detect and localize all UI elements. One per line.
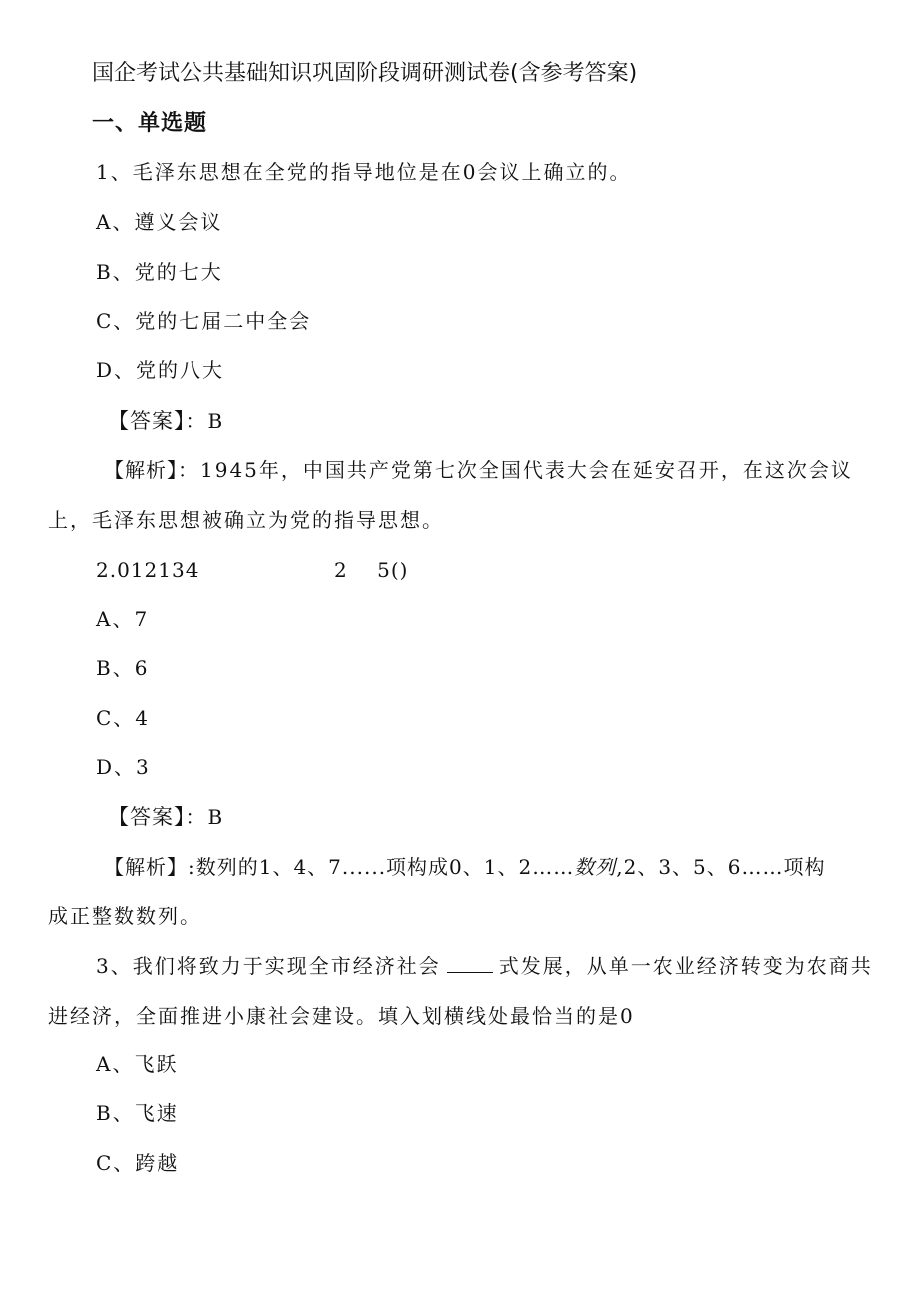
explanation-label: 【解析】 [104,855,188,879]
question-3-option-b: B、飞速 [96,1101,179,1125]
explanation-label: 【解析】 [104,458,178,482]
question-2-answer [108,803,224,831]
question-2-option-d: D、3 [96,755,151,779]
question-2-stem: 2.012134 [96,558,200,582]
explanation-text-tail: ,2、3、5、6……项构 [616,855,826,879]
question-1-option-b: B、党的七大 [96,260,223,284]
fill-in-blank [447,954,493,973]
question-2-option-c: C、4 [96,706,151,730]
answer-label: 【答案】 [108,805,186,829]
question-1-answer [108,407,224,435]
question-1-option-d: D、党的八大 [96,358,225,382]
answer-label: 【答案】 [108,409,186,433]
question-1-explanation [104,456,853,484]
explanation-italic-text: 数列 [574,855,617,879]
question-2-stem-tail: 2 5() [334,558,409,582]
explanation-text: :数列的1、4、7......项构成0、1、2…… [188,855,575,879]
question-1-option-c: C、党的七届二中全会 [96,309,312,333]
question-3-stem-tail: 式发展，从单一农业经济转变为农商共 [498,954,873,978]
question-3-stem-line-2: 进经济，全面推进小康社会建设。填入划横线处最恰当的是0 [48,1004,635,1028]
question-2-option-a: A、7 [96,607,150,631]
question-3-option-a: A、飞跃 [96,1052,179,1076]
question-3-stem-head: 3、我们将致力于实现全市经济社会 [96,954,441,978]
question-2-option-b: B、6 [96,656,150,680]
answer-value: ：B [185,409,225,433]
question-3-option-c: C、跨越 [96,1151,180,1175]
question-1-option-a: A、遵义会议 [96,210,223,234]
section-heading: 一、单选题 [92,111,208,136]
question-1-explanation-line-2: 上，毛泽东思想被确立为党的指导思想。 [48,508,444,532]
question-2-explanation [104,853,826,881]
question-1-stem: 1、毛泽东思想在全党的指导地位是在0会议上确立的。 [96,160,632,184]
question-2-explanation-line-2: 成正整数数列。 [48,904,202,928]
explanation-text: ：1945年，中国共产党第七次全国代表大会在延安召开，在这次会议 [178,458,853,482]
answer-value: ：B [185,805,225,829]
document-title: 国企考试公共基础知识巩固阶段调研测试卷(含参考答案) [92,61,638,86]
question-3-stem [96,952,873,980]
